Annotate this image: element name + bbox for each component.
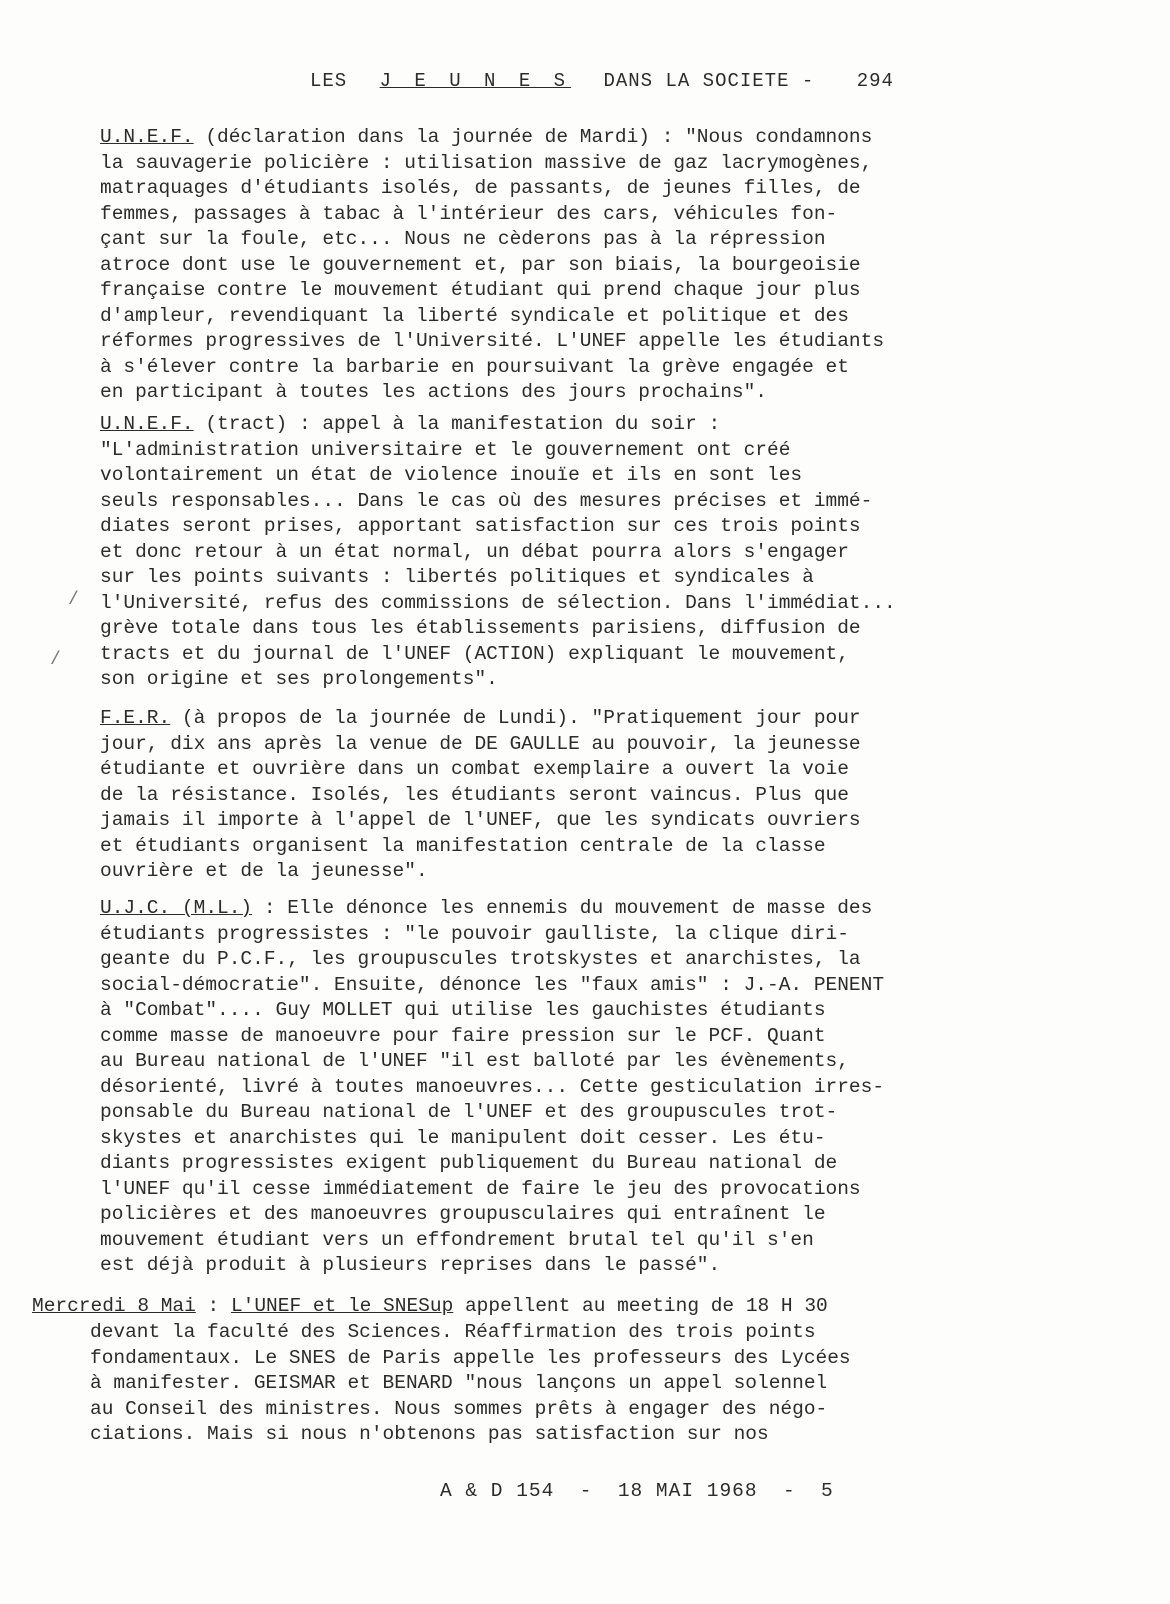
paragraph-line: "L'administration universitaire et le gouvernement ont créé <box>100 438 791 461</box>
paragraph-line: à manifester. GEISMAR et BENARD "nous lançons un appel solennel <box>90 1372 828 1394</box>
paragraph-line: étudiante et ouvrière dans un combat exemplaire a ouvert la voie <box>100 758 849 780</box>
org-name: U.J.C. (M.L.) <box>100 897 253 919</box>
paragraph-line: et donc retour à un état normal, un débat pourra alors s'engager <box>100 540 849 563</box>
paragraph-line: française contre le mouvement étudiant qui prend chaque jour plus <box>100 279 861 301</box>
paragraph-line: ponsable du Bureau national de l'UNEF et des groupuscules trot- <box>100 1101 838 1123</box>
paragraph-line: au Conseil des ministres. Nous sommes prêts à engager des négo- <box>90 1397 828 1420</box>
paragraph-line: diates seront prises, apportant satisfaction sur ces trois points <box>100 515 861 537</box>
page-header <box>310 70 910 92</box>
paragraph-line: ouvrière et de la jeunesse". <box>100 860 428 882</box>
paragraph-line: femmes, passages à tabac à l'intérieur des cars, véhicules fon- <box>100 202 838 225</box>
fer-paragraph <box>100 706 1020 885</box>
wednesday-heading-line: Mercredi 8 Mai : L'UNEF et le SNESup appellent au meeting de 18 H 30 <box>32 1295 828 1317</box>
paragraph-line: réformes progressives de l'Université. L'UNEF appelle les étudiants <box>100 330 885 352</box>
paragraph-line: d'ampleur, revendiquant la liberté syndicale et politique et des <box>100 304 849 327</box>
paragraph-line: est déjà produit à plusieurs reprises dans le passé". <box>100 1254 721 1276</box>
paragraph-line: U.N.E.F. (déclaration dans la journée de Mardi) : "Nous condamnons <box>100 126 873 148</box>
paragraph-line: l'UNEF qu'il cesse immédiatement de faire le jeu des provocations <box>100 1177 861 1200</box>
paragraph-line: en participant à toutes les actions des jours prochains". <box>100 381 768 403</box>
paragraph-line: geante du P.C.F., les groupuscules trotskystes et anarchistes, la <box>100 948 861 970</box>
paragraph-line: volontairement un état de violence inouïe et ils en sont les <box>100 464 803 486</box>
paragraph-line: U.J.C. (M.L.) : Elle dénonce les ennemis du mouvement de masse des <box>100 897 873 919</box>
paragraph-line: matraquages d'étudiants isolés, de passants, de jeunes filles, de <box>100 177 861 199</box>
unef-tract-paragraph <box>100 412 1020 693</box>
org-name: U.N.E.F. <box>100 413 194 435</box>
org-names: L'UNEF et le SNESup <box>230 1295 454 1317</box>
paragraph-line: U.N.E.F. (tract) : appel à la manifestation du soir : <box>100 413 721 435</box>
paragraph-line: tracts et du journal de l'UNEF (ACTION) expliquant le mouvement, <box>100 642 849 665</box>
paragraph-line: skystes et anarchistes qui le manipulent doit cesser. Les étu- <box>100 1126 826 1149</box>
date-heading: Mercredi 8 Mai <box>32 1295 196 1317</box>
wednesday-paragraph <box>90 1320 1050 1448</box>
paragraph-line: jamais il importe à l'appel de l'UNEF, que les syndicats ouvriers <box>100 809 861 831</box>
paragraph-line: et étudiants organisent la manifestation centrale de la classe <box>100 834 826 857</box>
header-jeunes: J E U N E S <box>379 70 572 92</box>
paragraph-line: atroce dont use le gouvernement et, par son biais, la bourgeoisie <box>100 253 861 276</box>
paragraph-line: F.E.R. (à propos de la journée de Lundi). "Pratiquement jour pour <box>100 707 861 729</box>
paragraph-line: policières et des manoeuvres groupusculaires qui entraînent le <box>100 1203 826 1225</box>
paragraph-line: l'Université, refus des commissions de sélection. Dans l'immédiat... <box>100 591 896 614</box>
org-name: U.N.E.F. <box>100 126 194 148</box>
paragraph-line: diants progressistes exigent publiquement du Bureau national de <box>100 1152 838 1174</box>
margin-pencil-mark: / <box>50 650 61 670</box>
header-les: LES <box>310 70 348 92</box>
paragraph-line: sur les points suivants : libertés politiques et syndicales à <box>100 566 814 588</box>
ujc-paragraph <box>100 896 1020 1279</box>
paragraph-line: son origine et ses prolongements". <box>100 668 498 690</box>
org-name: F.E.R. <box>100 707 171 729</box>
unef-declaration-paragraph <box>100 125 1020 406</box>
paragraph-line: désorienté, livré à toutes manoeuvres... Cette gesticulation irres- <box>100 1075 885 1098</box>
paragraph-line: à "Combat".... Guy MOLLET qui utilise les gauchistes étudiants <box>100 999 826 1021</box>
paragraph-line: fondamentaux. Le SNES de Paris appelle les professeurs des Lycées <box>90 1346 851 1369</box>
paragraph-line: étudiants progressistes : "le pouvoir gaulliste, la clique diri- <box>100 922 849 945</box>
header-page-number: 294 <box>856 70 894 92</box>
paragraph-line: à s'élever contre la barbarie en poursuivant la grève engagée et <box>100 355 849 378</box>
paragraph-line: jour, dix ans après la venue de DE GAULLE au pouvoir, la jeunesse <box>100 732 861 755</box>
paragraph-line: ciations. Mais si nous n'obtenons pas satisfaction sur nos <box>90 1423 769 1445</box>
margin-pencil-mark: / <box>68 590 79 610</box>
paragraph-line: seuls responsables... Dans le cas où des mesures précises et immé- <box>100 489 873 512</box>
paragraph-line: social-démocratie". Ensuite, dénonce les "faux amis" : J.-A. PENENT <box>100 973 885 996</box>
paragraph-line: grève totale dans tous les établissements parisiens, diffusion de <box>100 617 861 639</box>
paragraph-line: de la résistance. Isolés, les étudiants seront vaincus. Plus que <box>100 783 849 806</box>
paragraph-line: mouvement étudiant vers un effondrement brutal tel qu'il s'en <box>100 1228 814 1251</box>
page-footer: A & D 154 - 18 MAI 1968 - 5 <box>440 1480 834 1502</box>
header-dans-la-societe: DANS LA SOCIETE - <box>603 70 815 92</box>
paragraph-line: çant sur la foule, etc... Nous ne cèderons pas à la répression <box>100 228 826 250</box>
paragraph-line: comme masse de manoeuvre pour faire pression sur le PCF. Quant <box>100 1024 826 1047</box>
paragraph-line: la sauvagerie policière : utilisation massive de gaz lacrymogènes, <box>100 151 873 174</box>
paragraph-line: devant la faculté des Sciences. Réaffirmation des trois points <box>90 1321 816 1343</box>
paragraph-line: au Bureau national de l'UNEF "il est balloté par les évènements, <box>100 1050 849 1072</box>
